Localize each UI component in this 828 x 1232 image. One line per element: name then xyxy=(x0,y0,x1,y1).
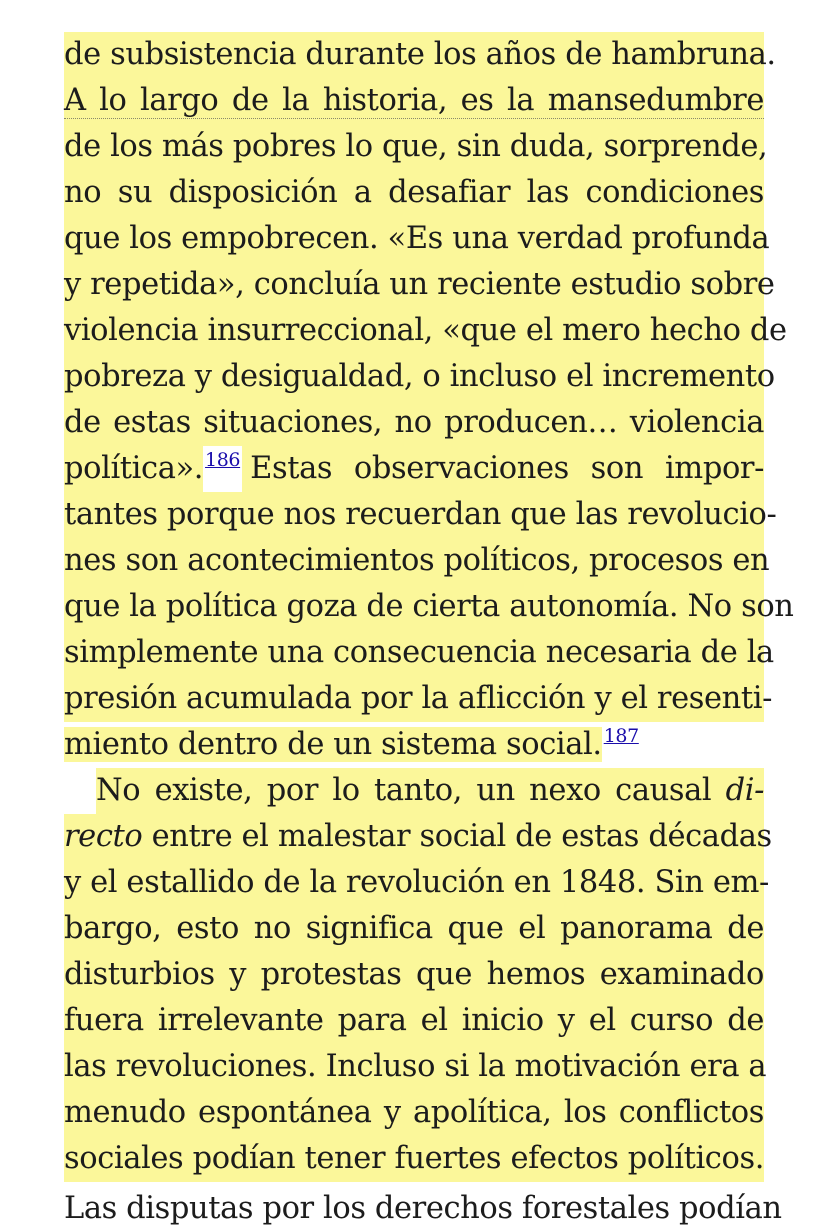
text-line: bargo, esto no significa que el panorama de xyxy=(64,906,764,952)
text-line: de estas situaciones, no producen… violencia xyxy=(64,400,764,446)
text-line xyxy=(64,814,772,860)
cutoff-text-line: Las disputas por los derechos forestales podían xyxy=(64,1191,782,1226)
text-segment xyxy=(96,768,764,814)
italic-text: di- xyxy=(725,773,764,808)
text-segment: entre el malestar social de estas décadas xyxy=(142,819,772,854)
annotated-text[interactable]: A lo largo de la historia, es la mansedumbre xyxy=(64,83,764,118)
text-line: presión acumulada por la aflicción y el resenti- xyxy=(64,676,764,722)
text-line: fuera irrelevante para el inicio y el curso de xyxy=(64,998,764,1044)
text-line xyxy=(64,768,764,814)
text-line: que los empobrecen. «Es una verdad profunda xyxy=(64,216,764,262)
text-segment: No existe, por lo tanto, un nexo causal xyxy=(96,773,726,808)
footnote-box xyxy=(203,446,242,492)
footnote-link-186[interactable]: 186 xyxy=(205,449,241,471)
paragraph-indent xyxy=(64,768,96,814)
text-line: pobreza y desigualdad, o incluso el incremento xyxy=(64,354,764,400)
text-line xyxy=(64,722,764,768)
text-line: tantes porque nos recuerdan que las revolucio- xyxy=(64,492,764,538)
reading-text xyxy=(64,32,794,1182)
text-line: las revoluciones. Incluso si la motivación era a xyxy=(64,1044,764,1090)
text-line xyxy=(64,446,764,492)
text-segment: Estas observaciones son impor- xyxy=(250,451,764,486)
italic-text: recto xyxy=(64,819,143,854)
text-line xyxy=(64,78,764,124)
text-line: menudo espontánea y apolítica, los conflictos xyxy=(64,1090,764,1136)
text-line: nes son acontecimientos políticos, procesos en xyxy=(64,538,764,584)
text-line: violencia insurreccional, «que el mero hecho de xyxy=(64,308,764,354)
text-line: y repetida», concluía un reciente estudio sobre xyxy=(64,262,764,308)
text-line: simplemente una consecuencia necesaria de la xyxy=(64,630,764,676)
text-line: de los más pobres lo que, sin duda, sorprende, xyxy=(64,124,764,170)
text-segment: política». xyxy=(64,451,204,486)
text-line: y el estallido de la revolución en 1848. Sin em- xyxy=(64,860,764,906)
text-segment: miento dentro de un sistema social. xyxy=(64,727,602,762)
text-line: de subsistencia durante los años de hambruna. xyxy=(64,32,764,78)
text-line: disturbios y protestas que hemos examinado xyxy=(64,952,764,998)
text-line: no su disposición a desafiar las condiciones xyxy=(64,170,764,216)
footnote-link-187[interactable]: 187 xyxy=(603,725,639,747)
text-segment xyxy=(64,446,242,492)
text-line: que la política goza de cierta autonomía. No son xyxy=(64,584,764,630)
text-line: sociales podían tener fuertes efectos políticos. xyxy=(64,1136,764,1182)
